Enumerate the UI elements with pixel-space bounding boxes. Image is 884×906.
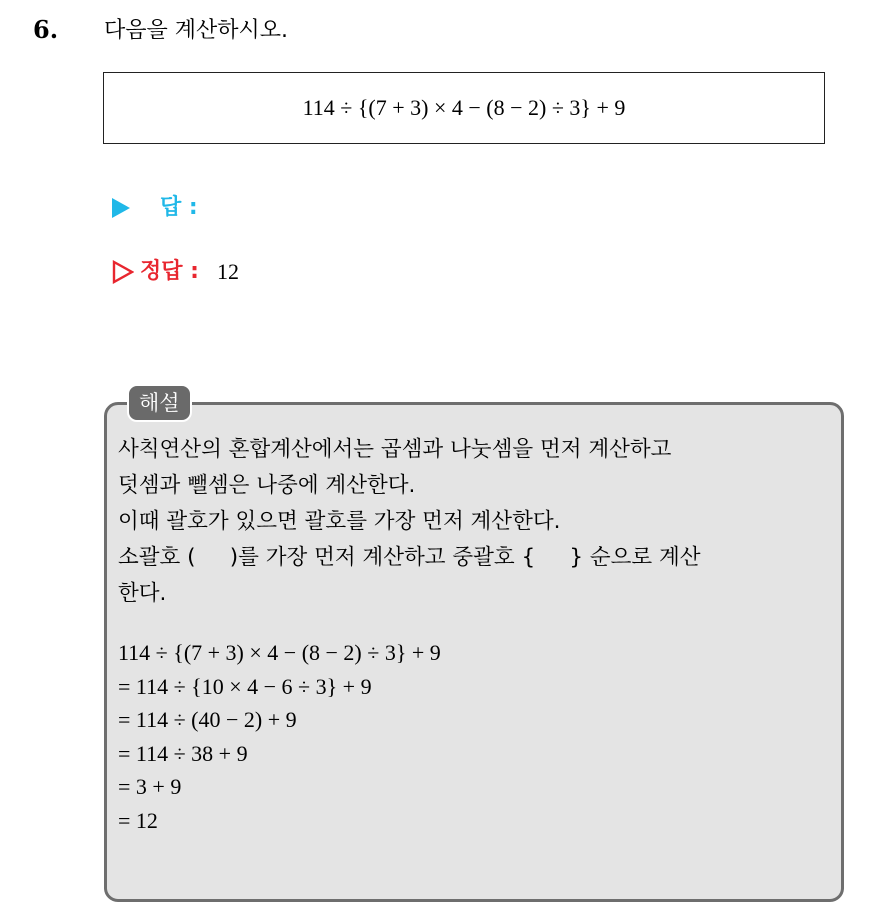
- explanation-line: 사칙연산의 혼합계산에서는 곱셈과 나눗셈을 먼저 계산하고: [118, 437, 672, 462]
- explanation-line: 한다.: [118, 581, 167, 606]
- calculation-step: = 114 ÷ 38 + 9: [118, 740, 248, 766]
- explanation-line: 덧셈과 뺄셈은 나중에 계산한다.: [118, 473, 416, 498]
- problem-box: [103, 72, 825, 144]
- explanation-line: 소괄호 ( )를 가장 먼저 계산하고 중괄호 { } 순으로 계산: [118, 545, 701, 570]
- correct-answer-label: 정답 :: [140, 259, 199, 284]
- correct-answer-value: 12: [216, 259, 239, 284]
- answer-label: 답 :: [160, 195, 198, 220]
- calculation-step: = 114 ÷ {10 × 4 − 6 ÷ 3} + 9: [118, 673, 372, 699]
- outline-triangle-icon: [112, 260, 134, 284]
- problem-expression: 114 ÷ {(7 + 3) × 4 − (8 − 2) ÷ 3} + 9: [302, 95, 626, 120]
- explanation-tag: 해설: [127, 384, 192, 422]
- question-text: 다음을 계산하시오.: [104, 18, 289, 43]
- explanation-line: 이때 괄호가 있으면 괄호를 가장 먼저 계산한다.: [118, 509, 561, 534]
- calculation-step: = 3 + 9: [118, 774, 182, 799]
- filled-triangle-icon: [112, 198, 130, 218]
- question-number: 6.: [33, 15, 59, 44]
- correct-answer-row: [112, 256, 239, 288]
- explanation-text: [118, 432, 834, 612]
- calculation-step: = 12: [118, 807, 158, 833]
- calculation-steps: [118, 636, 441, 837]
- calculation-step: 114 ÷ {(7 + 3) × 4 − (8 − 2) ÷ 3} + 9: [118, 640, 441, 665]
- calculation-step: = 114 ÷ (40 − 2) + 9: [118, 707, 297, 732]
- answer-row: [112, 192, 198, 224]
